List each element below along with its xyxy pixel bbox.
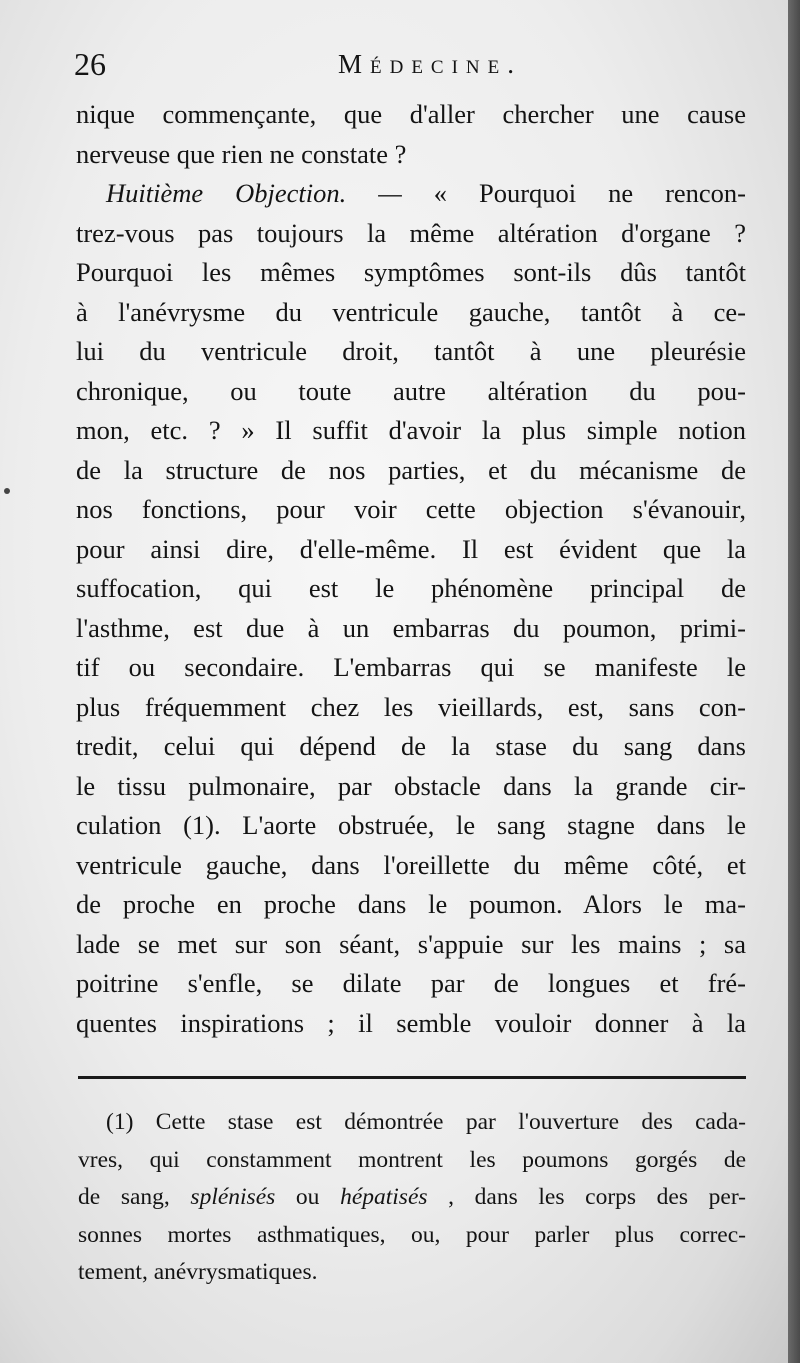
footnote-line: sonnes mortes asthmatiques, ou, pour parler plus correc- — [78, 1221, 746, 1248]
ink-speck — [4, 488, 10, 494]
text-line: tif ou secondaire. L'embarras qui se manifeste le — [76, 652, 746, 682]
text-line: tredit, celui qui dépend de la stase du sang dans — [76, 731, 746, 761]
page-number: 26 — [74, 46, 106, 82]
text-line: pour ainsi dire, d'elle-même. Il est évident que la — [76, 533, 746, 564]
text-line: culation (1). L'aorte obstruée, le sang stagne dans le — [76, 810, 746, 840]
text-line: trez-vous pas toujours la même altération d'organe ? — [76, 217, 746, 248]
footnote-line: tement, anévrysmatiques. — [78, 1259, 318, 1285]
text-line: suffocation, qui est le phénomène principal de — [76, 573, 746, 603]
text-line: de proche en proche dans le poumon. Alors le ma- — [76, 889, 746, 919]
page-header — [74, 44, 746, 84]
text-line: de la structure de nos parties, et du mécanisme de — [76, 454, 746, 485]
footnote-line: vres, qui constamment montrent les poumons gorgés de — [78, 1146, 746, 1173]
footnote-text: ou — [295, 1184, 320, 1210]
text-line: l'asthme, est due à un embarras du poumon, primi- — [76, 612, 746, 643]
text-line: lade se met sur son séant, s'appuie sur les mains ; sa — [76, 928, 746, 959]
text-line: ventricule gauche, dans l'oreillette du même côté, et — [76, 849, 746, 880]
text-line: nique commençante, que d'aller chercher une cause — [76, 99, 746, 129]
text-line: nerveuse que rien ne constate ? — [76, 138, 407, 169]
text-line: quentes inspirations ; il semble vouloir donner à la — [76, 1007, 746, 1038]
footnote-rule — [78, 1076, 746, 1079]
page-edge-shadow — [788, 0, 800, 1363]
text-line: le tissu pulmonaire, par obstacle dans la grande cir- — [76, 770, 746, 801]
text-line: nos fonctions, pour voir cette objection s'évanouir, — [76, 494, 746, 524]
footnote-text: , dans les corps des per- — [448, 1184, 747, 1210]
footnote-line — [78, 1179, 746, 1217]
text-line: lui du ventricule droit, tantôt à une pleurésie — [76, 336, 746, 366]
footnote — [78, 1104, 746, 1292]
text-line: à l'anévrysme du ventricule gauche, tantôt à ce- — [76, 296, 746, 327]
text-line: plus fréquemment chez les vieillards, est, sans con- — [76, 691, 746, 722]
footnote-text: de sang, — [78, 1184, 170, 1210]
objection-label: Huitième Objection. — — [106, 178, 402, 208]
text-line-objection — [76, 174, 746, 214]
running-title: Médecine. — [337, 49, 523, 79]
footnote-line: (1) Cette stase est démontrée par l'ouverture des cada- — [106, 1109, 746, 1135]
objection-gap — [402, 178, 434, 208]
objection-quote: « Pourquoi ne rencon- — [433, 178, 746, 208]
text-line: Pourquoi les mêmes symptômes sont-ils dûs tantôt — [76, 257, 746, 287]
footnote-italic-term: splénisés — [190, 1184, 276, 1210]
text-line: poitrine s'enfle, se dilate par de longues et fré- — [76, 968, 746, 998]
text-line: chronique, ou toute autre altération du pou- — [76, 375, 746, 406]
footnote-italic-term: hépatisés — [340, 1184, 428, 1210]
body-text — [76, 95, 746, 1043]
text-line: mon, etc. ? » Il suffit d'avoir la plus simple notion — [76, 415, 746, 445]
